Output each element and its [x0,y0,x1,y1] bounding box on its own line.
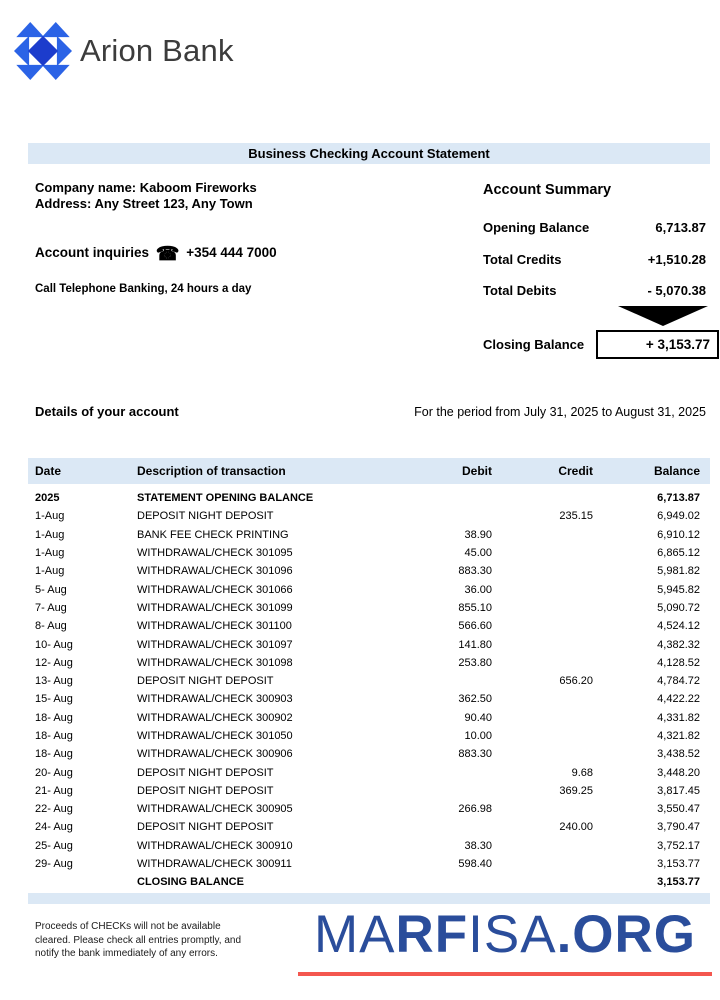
closing-balance-label: Closing Balance [483,337,585,352]
bank-name: Arion Bank [80,33,234,68]
cell-balance: 4,422.22 [657,693,700,706]
cell-balance: 5,090.72 [657,601,700,614]
details-title: Details of your account [35,404,179,419]
table-row [35,599,700,617]
cell-credit: 9.68 [571,766,593,779]
cell-desc: CLOSING BALANCE [137,876,244,889]
site-logo-segment: .ORG [556,905,697,964]
cell-desc: WITHDRAWAL/CHECK 300910 [137,839,293,852]
cell-desc: WITHDRAWAL/CHECK 301098 [137,656,293,669]
cell-balance: 5,981.82 [657,565,700,578]
cell-balance: 6,713.87 [657,492,700,505]
header-credit: Credit [558,464,593,478]
cell-balance: 4,321.82 [657,730,700,742]
table-header [28,458,710,484]
cell-date: 1-Aug [35,565,65,578]
cell-date: 1-Aug [35,547,65,560]
statement-period: For the period from July 31, 2025 to August 31, 2025 [414,405,706,419]
telephone-banking-line: Call Telephone Banking, 24 hours a day [35,283,252,295]
cell-debit: 362.50 [458,693,492,706]
cell-debit: 566.60 [458,620,492,633]
cell-date: 7- Aug [35,601,67,614]
site-logo-segment: RF [395,905,469,964]
table-row [35,489,700,507]
cell-debit: 90.40 [464,711,492,724]
cell-desc: WITHDRAWAL/CHECK 301050 [137,730,293,742]
cell-debit: 38.30 [464,839,492,852]
cell-debit: 883.30 [458,565,492,578]
cell-balance: 4,524.12 [657,620,700,633]
company-info [35,180,257,212]
cell-credit: 656.20 [559,675,593,688]
cell-balance: 6,910.12 [657,528,700,541]
summary-label: Total Debits [483,283,557,298]
cell-balance: 6,949.02 [657,510,700,523]
cell-balance: 3,790.47 [657,821,700,834]
cell-date: 18- Aug [35,730,73,742]
table-row [35,855,700,873]
star-logo-icon [14,22,72,80]
notice-line: notify the bank immediately of any errors. [35,948,218,959]
summary-value: +1,510.28 [647,252,706,267]
table-row [35,635,700,653]
cell-balance: 3,448.20 [657,766,700,779]
cell-desc: WITHDRAWAL/CHECK 300905 [137,803,293,816]
cell-desc: DEPOSIT NIGHT DEPOSIT [137,784,274,797]
table-row [35,544,700,562]
footer-notice [35,920,241,961]
cell-balance: 3,817.45 [657,784,700,797]
cell-debit: 598.40 [458,858,492,871]
table-row [35,818,700,836]
cell-date: 24- Aug [35,821,73,834]
cell-date: 29- Aug [35,858,73,871]
table-row [35,873,700,891]
cell-balance: 6,865.12 [657,547,700,560]
table-row [35,763,700,781]
table-row [35,745,700,763]
summary-row-credits [483,252,706,267]
cell-balance: 4,382.32 [657,638,700,651]
company-name-line: Company name: Kaboom Fireworks [35,180,257,195]
cell-credit: 235.15 [559,510,593,523]
table-row [35,654,700,672]
account-summary-title: Account Summary [483,182,612,198]
table-row [35,526,700,544]
cell-date: 18- Aug [35,711,73,724]
cell-desc: STATEMENT OPENING BALANCE [137,492,314,505]
summary-label: Opening Balance [483,220,590,235]
cell-desc: WITHDRAWAL/CHECK 300906 [137,748,293,761]
site-logo-text [298,901,712,969]
cell-credit: 240.00 [559,821,593,834]
cell-desc: WITHDRAWAL/CHECK 301099 [137,601,293,614]
cell-date: 1-Aug [35,528,65,541]
cell-debit: 45.00 [464,547,492,560]
cell-desc: DEPOSIT NIGHT DEPOSIT [137,675,274,688]
cell-debit: 883.30 [458,748,492,761]
cell-balance: 4,128.52 [657,656,700,669]
cell-date: 22- Aug [35,803,73,816]
cell-desc: WITHDRAWAL/CHECK 301066 [137,583,293,596]
phone-icon: ☎ [155,244,180,265]
table-row [35,562,700,580]
cell-debit: 38.90 [464,528,492,541]
cell-desc: WITHDRAWAL/CHECK 301100 [137,620,292,633]
cell-debit: 10.00 [464,730,492,742]
cell-credit: 369.25 [559,784,593,797]
table-row [35,580,700,598]
summary-row-opening [483,220,706,235]
header-balance: Balance [653,464,700,478]
site-logo-segment: MA [313,905,396,964]
site-logo-underline [298,972,712,976]
cell-date: 12- Aug [35,656,73,669]
arrow-down-icon [618,306,708,326]
transactions-body [28,484,710,892]
cell-date: 2025 [35,492,60,505]
cell-desc: WITHDRAWAL/CHECK 300911 [137,858,292,871]
cell-date: 18- Aug [35,748,73,761]
cell-date: 15- Aug [35,693,73,706]
cell-balance: 3,153.77 [657,876,700,889]
bank-logo [14,22,234,80]
cell-balance: 3,438.52 [657,748,700,761]
summary-value: 6,713.87 [655,220,706,235]
table-row [35,672,700,690]
summary-label: Total Credits [483,252,562,267]
cell-desc: WITHDRAWAL/CHECK 301096 [137,565,293,578]
cell-date: 25- Aug [35,839,73,852]
cell-desc: WITHDRAWAL/CHECK 301097 [137,638,293,651]
cell-debit: 141.80 [458,638,492,651]
table-row [35,690,700,708]
cell-date: 1-Aug [35,510,65,523]
cell-balance: 3,550.47 [657,803,700,816]
cell-date: 5- Aug [35,583,67,596]
account-inquiries-line [35,243,277,266]
notice-line: Proceeds of CHECKs will not be available [35,921,221,932]
cell-date: 21- Aug [35,784,73,797]
cell-date: 8- Aug [35,620,67,633]
cell-debit: 36.00 [464,583,492,596]
table-row [35,782,700,800]
table-row [35,617,700,635]
header-description: Description of transaction [137,464,286,478]
cell-debit: 855.10 [458,601,492,614]
header-debit: Debit [462,464,492,478]
cell-desc: DEPOSIT NIGHT DEPOSIT [137,821,274,834]
cell-desc: WITHDRAWAL/CHECK 300902 [137,711,293,724]
cell-desc: DEPOSIT NIGHT DEPOSIT [137,510,274,523]
cell-balance: 5,945.82 [657,583,700,596]
summary-row-debits [483,283,706,298]
company-address-line: Address: Any Street 123, Any Town [35,196,253,211]
cell-balance: 3,752.17 [657,839,700,852]
cell-desc: WITHDRAWAL/CHECK 300903 [137,693,293,706]
cell-balance: 4,784.72 [657,675,700,688]
cell-date: 13- Aug [35,675,73,688]
cell-date: 10- Aug [35,638,73,651]
cell-debit: 266.98 [458,803,492,816]
cell-desc: DEPOSIT NIGHT DEPOSIT [137,766,274,779]
table-row [35,709,700,727]
site-logo-segment: ISA [468,905,557,964]
table-row [35,837,700,855]
cell-debit: 253.80 [458,656,492,669]
closing-balance-value: + 3,153.77 [596,330,719,359]
notice-line: cleared. Please check all entries promptly, and [35,934,242,946]
cell-balance: 3,153.77 [657,858,700,871]
inquiries-label: Account inquiries [35,245,150,260]
header-date: Date [35,464,62,478]
cell-date: 20- Aug [35,766,73,779]
inquiries-phone-number: +354 444 7000 [186,245,277,260]
cell-balance: 4,331.82 [657,711,700,724]
summary-value: - 5,070.38 [647,283,706,298]
statement-title: Business Checking Account Statement [28,143,710,164]
table-row [35,727,700,745]
cell-desc: WITHDRAWAL/CHECK 301095 [137,547,293,560]
cell-desc: BANK FEE CHECK PRINTING [137,528,289,541]
table-row [35,507,700,525]
table-row [35,800,700,818]
